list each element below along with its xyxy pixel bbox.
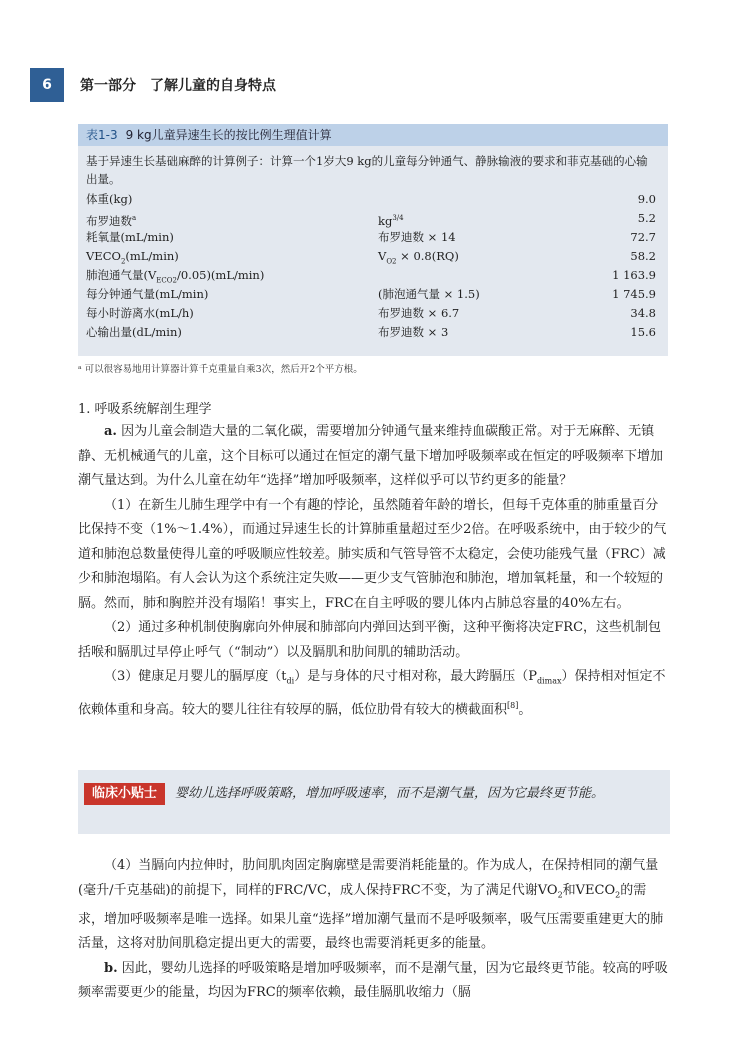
formula-superscript: 3/4 xyxy=(392,214,404,222)
row-label: 体重(kg) xyxy=(86,192,133,206)
row-formula: $kg^{3/4}$ xyxy=(378,213,404,228)
clinical-tip-text: 婴幼儿选择呼吸策略，增加呼吸速率，而不是潮气量，因为它最终更节能。 xyxy=(175,786,605,801)
paragraph-a xyxy=(78,420,670,494)
table-row xyxy=(86,228,656,247)
row-formula: $V_{O2} \times 0.8(RQ)$ xyxy=(378,249,459,266)
table-body xyxy=(78,146,668,356)
table-row xyxy=(86,323,656,342)
table-row xyxy=(86,266,656,285)
row-value: 5.2 xyxy=(637,211,656,225)
table-row xyxy=(86,209,656,228)
para-b-label: b. xyxy=(104,960,118,976)
table-title-bar xyxy=(78,124,668,146)
clinical-tip-box xyxy=(78,770,670,834)
body-text-upper xyxy=(78,420,670,723)
label-subscript: ECO2 xyxy=(156,276,177,285)
table-intro: 基于异速生长基础麻醉的计算例子：计算一个1岁大9 kg的儿童每分钟通气、静脉输液的要求和菲克基础的心输出量。 xyxy=(86,154,648,186)
body-text-lower xyxy=(78,854,670,1006)
row-value: 1 745.9 xyxy=(612,287,656,301)
paragraph-3: （3）健康足月婴儿的膈厚度$(t_{di})$是与身体的尺寸相对称，最大跨膈压$(P_{dimax})$保持相对恒定不依赖体重和身高。较大的婴儿往往有较厚的膈，低位肋骨有较大的横截面积[8]。 xyxy=(78,669,666,718)
running-header: 第一部分 了解儿童的自身特点 xyxy=(80,78,276,94)
table-row xyxy=(86,247,656,266)
section-heading xyxy=(78,398,670,423)
row-formula: 布罗迪数 × 14 xyxy=(378,230,456,244)
row-value: 58.2 xyxy=(630,249,656,263)
paragraph-1: （1）在新生儿肺生理学中有一个有趣的悖论，虽然随着年龄的增长，但每千克体重的肺重量百分比保持不变（1%～1.4%），而通过异速生长的计算肺重量超过至少2倍。在呼吸系统中，由于较少的气道和肺泡总数量使得儿童的呼吸顺应性较差。肺实质和气管导管不太稳定，会使功能残气量（FRC）减少和肺泡塌陷。有人会认为这个系统注定失败——更少支气管肺泡和肺泡，增加氧耗量，和一个较短的膈。然而，肺和胸腔并没有塌陷！事实上，FRC在自主呼吸的婴儿体内占肺总容量的40%左右。 xyxy=(78,497,667,611)
row-value: 15.6 xyxy=(630,325,656,339)
para-a-text: 因为儿童会制造大量的二氧化碳，需要增加分钟通气量来维持血碳酸正常。对于无麻醉、无镇静、无机械通气的儿童，这个目标可以通过在恒定的潮气量下增加呼吸频率或在恒定的呼吸频率下增加潮气量达到。为什么儿童在幼年“选择”增加呼吸频率，这样似乎可以节约更多的能量？ xyxy=(78,424,664,488)
row-label: 每小时游离水(mL/h) xyxy=(86,306,194,320)
row-label: 心输出量(dL/min) xyxy=(86,325,182,339)
citation: [8] xyxy=(507,701,519,711)
formula-subscript: O2 xyxy=(386,257,397,266)
table-row xyxy=(86,190,656,209)
label-subscript: 2 xyxy=(120,257,126,266)
row-label: 每分钟通气量(mL/min) xyxy=(86,287,209,301)
table-row xyxy=(86,285,656,304)
row-label: 耗氧量(mL/min) xyxy=(86,230,174,244)
paragraph-4: （4）当膈向内拉伸时，肋间肌肉固定胸廓壁是需要消耗能量的。作为成人，在保持相同的潮气量(毫升/千克基础)的前提下，同样的FRC/VC，成人保持FRC不变，为了满足代谢$VO_2$和$VECO_2$的需求，增加呼吸频率是唯一选择。如果儿童“选择”增加潮气量而不是呼吸频率，吸气压需要重建更大的肺活量，这将对肋间肌稳定提出更大的需要，最终也需要消耗更多的能量。 xyxy=(78,858,664,952)
row-formula: (肺泡通气量 × 1.5) xyxy=(378,287,480,301)
table-footnote: ᵃ 可以很容易地用计算器计算千克重量自乘3次，然后开2个平方根。 xyxy=(78,364,363,375)
para-a-label: a. xyxy=(104,424,117,439)
row-value: 9.0 xyxy=(637,192,656,206)
row-label: $VECO_2(mL/\min)$ xyxy=(86,249,179,266)
section-heading-text: 1. 呼吸系统解剖生理学 xyxy=(78,402,212,417)
row-value: 1 163.9 xyxy=(612,268,656,282)
row-value: 34.8 xyxy=(630,306,656,320)
row-label: 布罗迪数$^a$ xyxy=(86,213,137,228)
clinical-tip-tag: 临床小贴士 xyxy=(84,783,165,805)
row-formula: 布罗迪数 × 6.7 xyxy=(378,306,460,320)
table-title: 9 kg儿童异速生长的按比例生理值计算 xyxy=(125,128,332,142)
row-value: 72.7 xyxy=(630,230,656,244)
para-b-text: 因此，婴幼儿选择的呼吸策略是增加呼吸频率，而不是潮气量，因为它最终更节能。较高的呼吸频率需要更少的能量，均因为FRC的频率依赖，最佳膈肌收缩力（膈 xyxy=(78,960,668,1001)
paragraph-2: （2）通过多种机制使胸廓向外伸展和肺部向内弹回达到平衡，这种平衡将决定FRC，这些机制包括喉和膈肌过早停止呼气（“制动”）以及膈肌和肋间肌的辅助活动。 xyxy=(78,620,662,660)
table-row xyxy=(86,304,656,323)
row-formula: 布罗迪数 × 3 xyxy=(378,325,449,339)
paragraph-b xyxy=(78,957,670,1006)
row-label: 肺泡通气量$(V_{ECO2}/0.05)(mL/\min)$ xyxy=(86,268,265,285)
table-rows xyxy=(86,190,656,342)
page-number: 6 xyxy=(30,68,64,102)
label-superscript: a xyxy=(132,214,137,222)
table-number: 表1-3 xyxy=(86,128,118,142)
